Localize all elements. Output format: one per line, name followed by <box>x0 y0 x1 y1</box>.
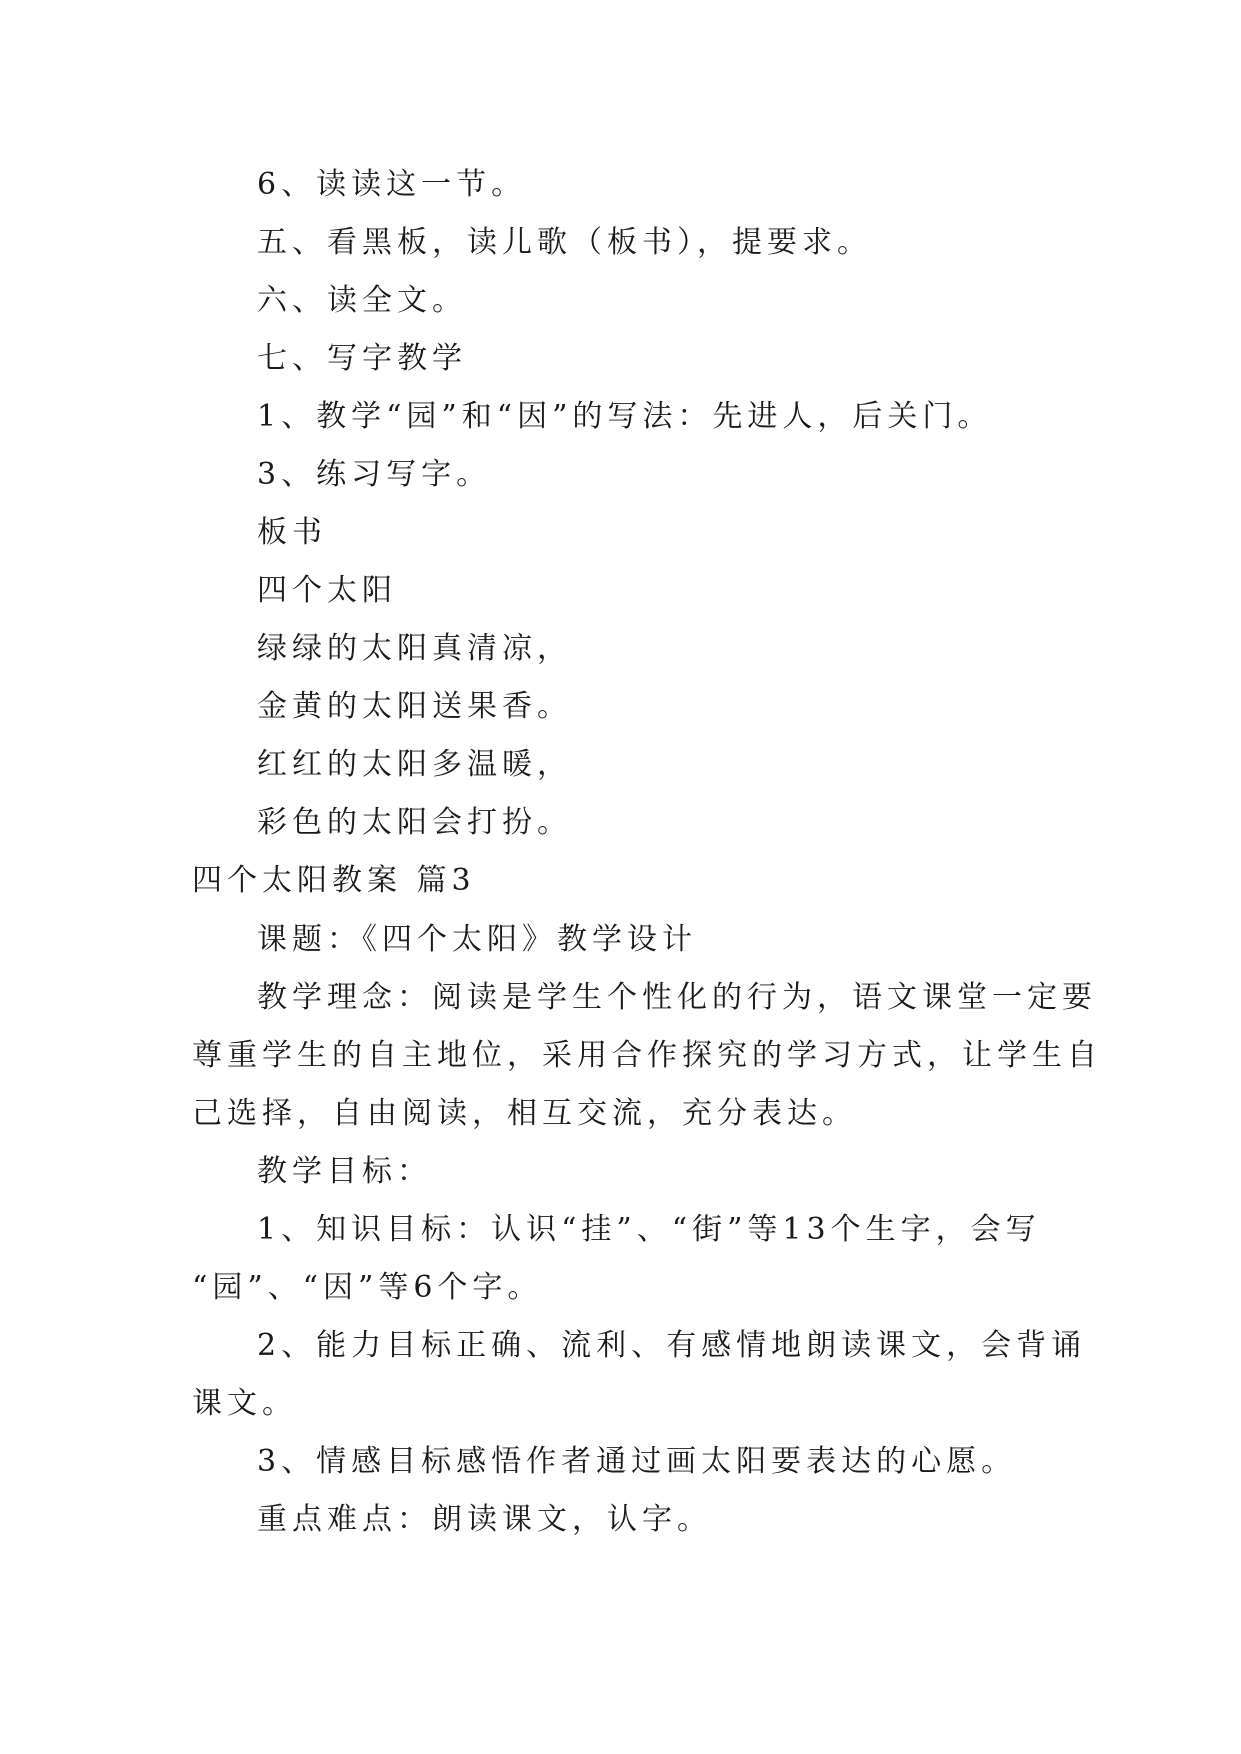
text-line: 六、读全文。 <box>257 283 467 318</box>
text-line: 四个太阳 <box>257 573 397 608</box>
text-line: 绿绿的太阳真清凉， <box>257 631 572 666</box>
paragraph-line: 1、知识目标：认识“挂”、“街”等13个生字，会写 <box>257 1212 1041 1247</box>
text-line: 金黄的太阳送果香。 <box>257 689 572 724</box>
text-line: 彩色的太阳会打扮。 <box>257 805 572 840</box>
paragraph-line: 教学理念：阅读是学生个性化的行为，语文课堂一定要 <box>257 980 1097 1015</box>
text-line: 3、情感目标感悟作者通过画太阳要表达的心愿。 <box>257 1444 1017 1479</box>
text-line: 1、教学“园”和“因”的写法：先进人，后关门。 <box>257 399 993 434</box>
text-line: 红红的太阳多温暖， <box>257 747 572 782</box>
text-line: 教学目标： <box>257 1154 432 1189</box>
paragraph-line: “园”、“因”等6个字。 <box>192 1270 543 1305</box>
text-line: 七、写字教学 <box>257 341 467 376</box>
text-line: 课题：《四个太阳》教学设计 <box>257 922 697 957</box>
text-line: 五、看黑板，读儿歌（板书），提要求。 <box>257 225 872 260</box>
paragraph-line: 己选择，自由阅读，相互交流，充分表达。 <box>192 1096 857 1131</box>
text-line: 3、练习写字。 <box>257 457 492 492</box>
paragraph-line: 尊重学生的自主地位，采用合作探究的学习方式，让学生自 <box>192 1038 1102 1073</box>
text-line: 板书 <box>257 515 327 550</box>
paragraph-line: 课文。 <box>192 1386 297 1421</box>
text-line: 6、读读这一节。 <box>257 167 527 202</box>
section-heading: 四个太阳教案 篇3 <box>192 863 476 898</box>
text-line: 重点难点：朗读课文，认字。 <box>257 1502 712 1537</box>
paragraph-line: 2、能力目标正确、流利、有感情地朗读课文，会背诵 <box>257 1328 1087 1363</box>
